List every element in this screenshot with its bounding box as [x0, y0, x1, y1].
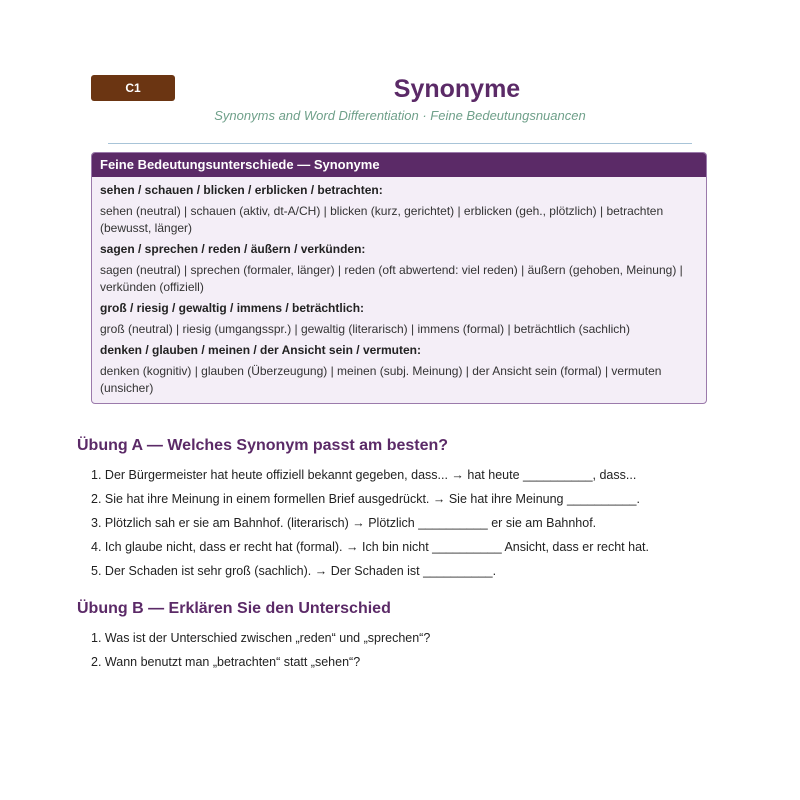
- exercise-a-list: [91, 467, 649, 587]
- synonym-reference-box: [91, 152, 707, 404]
- item-number: 2.: [91, 492, 102, 506]
- item-text: Was ist der Unterschied zwischen „reden“ und „sprechen“?: [104, 631, 431, 645]
- exercise-item: [91, 539, 649, 555]
- item-text: Sie hat ihre Meinung in einem formellen Brief ausgedrückt. → Sie hat ihre Meinung __________.: [104, 492, 640, 506]
- page-subtitle: Synonyms and Word Differentiation · Feine Bedeutungsnuancen: [214, 108, 586, 123]
- item-number: 5.: [91, 564, 102, 578]
- item-text: Wann benutzt man „betrachten“ statt „sehen“?: [104, 655, 361, 669]
- item-number: 2.: [91, 655, 102, 669]
- exercise-item: [91, 515, 649, 531]
- synonym-group-list: [92, 177, 706, 397]
- item-number: 3.: [91, 516, 102, 530]
- item-text: Ich glaube nicht, dass er recht hat (formal). → Ich bin nicht __________ Ansicht, dass er recht hat.: [104, 540, 649, 554]
- exercise-a-title: Übung A — Welches Synonym passt am besten?: [77, 437, 449, 454]
- exercise-item: [91, 563, 649, 579]
- exercise-b-title: Übung B — Erklären Sie den Unterschied: [77, 600, 391, 617]
- synonym-group-heading: sehen / schauen / blicken / erblicken / betrachten:: [100, 183, 383, 197]
- item-number: 1.: [91, 468, 102, 482]
- synonym-group-heading: groß / riesig / gewaltig / immens / beträchtlich:: [100, 301, 365, 315]
- synonym-group-heading: sagen / sprechen / reden / äußern / verkünden:: [100, 242, 366, 256]
- synonym-group-description: sagen (neutral) | sprechen (formaler, länger) | reden (oft abwertend: viel reden) | äußern (gehoben, Meinung) | verkünden (offiziell): [100, 263, 683, 294]
- item-text: Der Schaden ist sehr groß (sachlich). → Der Schaden ist __________.: [104, 564, 497, 578]
- item-text: Der Bürgermeister hat heute offiziell bekannt gegeben, dass... → hat heute __________, dass...: [104, 468, 637, 482]
- item-number: 4.: [91, 540, 102, 554]
- exercise-item: [91, 491, 649, 507]
- synonym-box-header: Feine Bedeutungsunterschiede — Synonyme: [92, 153, 706, 177]
- page-title: Synonyme: [393, 75, 521, 103]
- item-text: Plötzlich sah er sie am Bahnhof. (literarisch) → Plötzlich __________ er sie am Bahnhof.: [104, 516, 597, 530]
- synonym-group-heading: denken / glauben / meinen / der Ansicht sein / vermuten:: [100, 343, 421, 357]
- synonym-group-description: denken (kognitiv) | glauben (Überzeugung) | meinen (subj. Meinung) | der Ansicht sein (formal) | vermuten (unsicher): [100, 364, 662, 395]
- exercise-item: [91, 654, 430, 670]
- synonym-group-description: groß (neutral) | riesig (umgangsspr.) | gewaltig (literarisch) | immens (formal) | beträchtlich (sachlich): [100, 322, 630, 336]
- level-badge: C1: [91, 75, 175, 101]
- exercise-item: [91, 467, 649, 483]
- title-divider: [108, 143, 692, 144]
- synonym-group-description: sehen (neutral) | schauen (aktiv, dt-A/CH) | blicken (kurz, gerichtet) | erblicken (geh., plötzlich) | betrachten (bewusst, länger): [100, 204, 664, 235]
- exercise-b-list: [91, 630, 430, 678]
- item-number: 1.: [91, 631, 102, 645]
- exercise-item: [91, 630, 430, 646]
